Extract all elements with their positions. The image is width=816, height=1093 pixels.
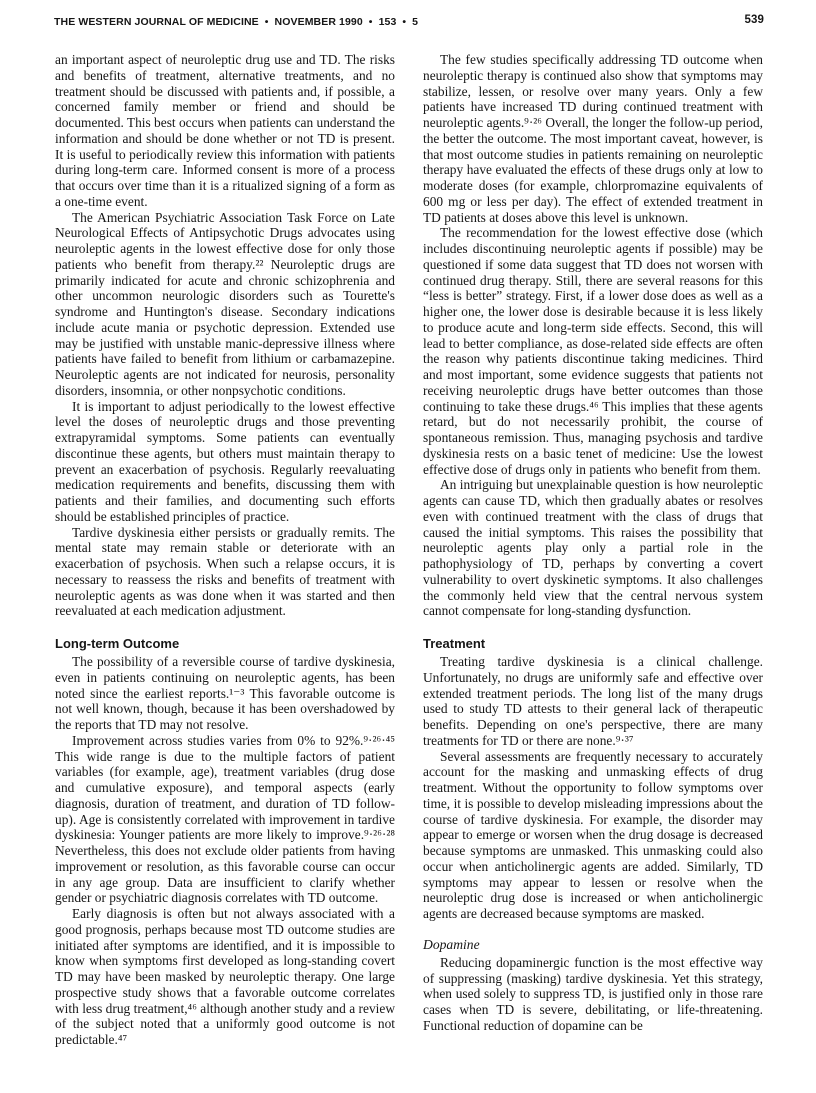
paragraph: Improvement across studies varies from 0% to 92%.⁹·²⁶·⁴⁵ This wide range is due to the multiple factors of patient variables (for example, age), treatment variables (drug dose and cumulative exposure), and temporal aspects (early diagnosis, duration of treatment, and duration of TD follow-up). Age is consistently correlated with improvement in tardive dyskinesia: Younger patients are more likely to improve.⁹·²⁶·²⁸ Nevertheless, this does not exclude older patients from having improvement or resolution, as this favorable course can occur in any age group. Data are insufficient to clarify whether gender or psychiatric diagnosis correlates with TD outcome. xyxy=(55,732,395,906)
header-separator: • xyxy=(402,16,407,28)
header-separator: • xyxy=(368,16,373,28)
header-separator: • xyxy=(264,16,269,28)
paragraph: Early diagnosis is often but not always associated with a good prognosis, perhaps because most TD outcome studies are initiated after symptoms are identified, and it is impossible to know when symptoms first developed as long-standing covert TD may have been masked by neuroleptic therapy. One large prospective study shows that a favorable outcome correlates with less drug treatment,⁴⁶ although another study and a review of the subject noted that a uniformly good outcome is not predictable.⁴⁷ xyxy=(55,906,395,1047)
journal-title: THE WESTERN JOURNAL OF MEDICINE xyxy=(54,16,259,28)
right-column xyxy=(423,52,763,1034)
paragraph: Tardive dyskinesia either persists or gradually remits. The mental state may remain stable or deteriorate with an exacerbation of psychosis. When such a relapse occurs, it is necessary to reassess the risks and benefits of treatment with neuroleptic agents as was done when it was started and then reevaluated at each medication adjustment. xyxy=(55,524,395,619)
left-column xyxy=(55,52,395,1048)
running-header xyxy=(54,10,764,28)
page-number: 539 xyxy=(744,14,764,26)
volume-number: 153 xyxy=(378,16,397,28)
subsection-heading-dopamine: Dopamine xyxy=(423,936,480,952)
paragraph: Several assessments are frequently necessary to accurately account for the masking and unmasking effects of drug treatment. Without the opportunity to follow symptoms over time, it is possible to develop misleading impressions about the course of tardive dyskinesia. For example, the disorder may appear to emerge or worsen when the drug dosage is decreased because symptoms are unmasked. This unmasking could also occur when anticholinergic agents are added. Similarly, TD symptoms may appear to lessen or resolve when the neuroleptic drug dose is increased or when anticholinergic agents are decreased because symptoms are masked. xyxy=(423,748,763,921)
paragraph: Treating tardive dyskinesia is a clinical challenge. Unfortunately, no drugs are uniformly safe and effective over extended treatment periods. The long list of the many drugs used to study TD attests to their general lack of therapeutic benefits. Depending on one's perspective, there are many treatments for TD or there are none.⁹·³⁷ xyxy=(423,654,763,748)
paragraph: Reducing dopaminergic function is the most effective way of suppressing (masking) tardive dyskinesia. Yet this strategy, when used solely to suppress TD, is justified only in those rare cases when TD is severe, debilitating, or life-threatening. Functional reduction of dopamine can be xyxy=(423,954,763,1033)
paragraph: The possibility of a reversible course of tardive dyskinesia, even in patients continuing on neuroleptic agents, has been noted since the earliest reports.¹⁻³ This favorable outcome is not well known, though, because it has been overshadowed by the reports that TD may not resolve. xyxy=(55,654,395,732)
paragraph: It is important to adjust periodically to the lowest effective level the doses of neuroleptic drugs and those preventing extrapyramidal symptoms. Some patients can eventually discontinue these agents, but others must maintain therapy to prevent an exacerbation of psychosis. Regularly reevaluating medication requirements and benefits, discussing them with patients and their families, and documenting such efforts should be established principles of practice. xyxy=(55,398,395,524)
journal-info xyxy=(54,16,418,28)
paragraph: The few studies specifically addressing TD outcome when neuroleptic therapy is continued also show that symptoms may stabilize, lessen, or resolve over many years. Only a few patients have increased TD during continued treatment with neuroleptic agents.⁹·²⁶ Overall, the longer the follow-up period, the better the outcome. The most important caveat, however, is that most outcome studies in patients remaining on neuroleptic therapy have evaluated the effects of these drugs only at low to moderate doses (for example, chlorpromazine equivalents of 600 mg or less per day). The effect of extended treatment in TD patients at doses above this level is unknown. xyxy=(423,52,763,225)
issue-number: 5 xyxy=(412,16,419,28)
section-heading-treatment: Treatment xyxy=(423,636,486,651)
section-heading-long-term-outcome: Long-term Outcome xyxy=(55,636,180,651)
issue-date: NOVEMBER 1990 xyxy=(274,16,363,28)
paragraph: an important aspect of neuroleptic drug use and TD. The risks and benefits of treatment, alternative treatments, and no treatment should be discussed with patients and, if possible, a concerned family member or friend and should be documented. This best occurs when patients can understand the information and should be done whether or not TD is present. It is useful to periodically review this information with patients during long-term care. Informed consent is more of a process that occurs over time than it is a ritualized signing of a form as a one-time event. xyxy=(55,52,396,209)
paragraph: An intriguing but unexplainable question is how neuroleptic agents can cause TD, which then gradually abates or resolves even with continued treatment with the class of drugs that caused the initial symptoms. This raises the possibility that neuroleptic agents play only a partial role in the pathophysiology of TD, perhaps by converting a covert vulnerability to overt dyskinetic symptoms. It also challenges the commonly held view that the central nervous system cannot compensate for long-standing dysfunction. xyxy=(423,477,763,619)
paragraph: The recommendation for the lowest effective dose (which includes discontinuing neuroleptic agents if possible) may be questioned if some data suggest that TD does not worsen with continued drug therapy. Still, there are several reasons for this “less is better” strategy. First, if a lower dose does as well as a higher one, the lower dose is desirable because it is less likely to produce acute and long-term side effects. Second, this will lead to better compliance, as dose-related side effects are often the reason why patients discontinue taking medicines. Third and most important, some evidence suggests that patients not receiving neuroleptic drugs have better outcomes than those continuing to take these drugs.⁴⁶ This implies that these agents retard, but do not necessarily prohibit, the course of spontaneous remission. Thus, managing psychosis and tardive dyskinesia rests on a basic tenet of medicine: Use the lowest effective dose of drugs only in patients who benefit from them. xyxy=(423,225,763,477)
paragraph: The American Psychiatric Association Task Force on Late Neurological Effects of Antipsychotic Drugs advocates using neuroleptic agents in the lowest effective dose for only those patients who benefit from therapy.²² Neuroleptic drugs are primarily indicated for acute and chronic schizophrenia and other uncommon neurologic disorders such as Tourette's syndrome and Huntington's disease. Secondary indications include acute mania or psychotic depression. Extended use may be justified with unstable manic-depressive illness where patients have failed to benefit from lithium or carbamazepine. Neuroleptic agents are not indicated for neurosis, personality disorders, insomnia, or other nonpsychotic conditions. xyxy=(55,209,395,398)
